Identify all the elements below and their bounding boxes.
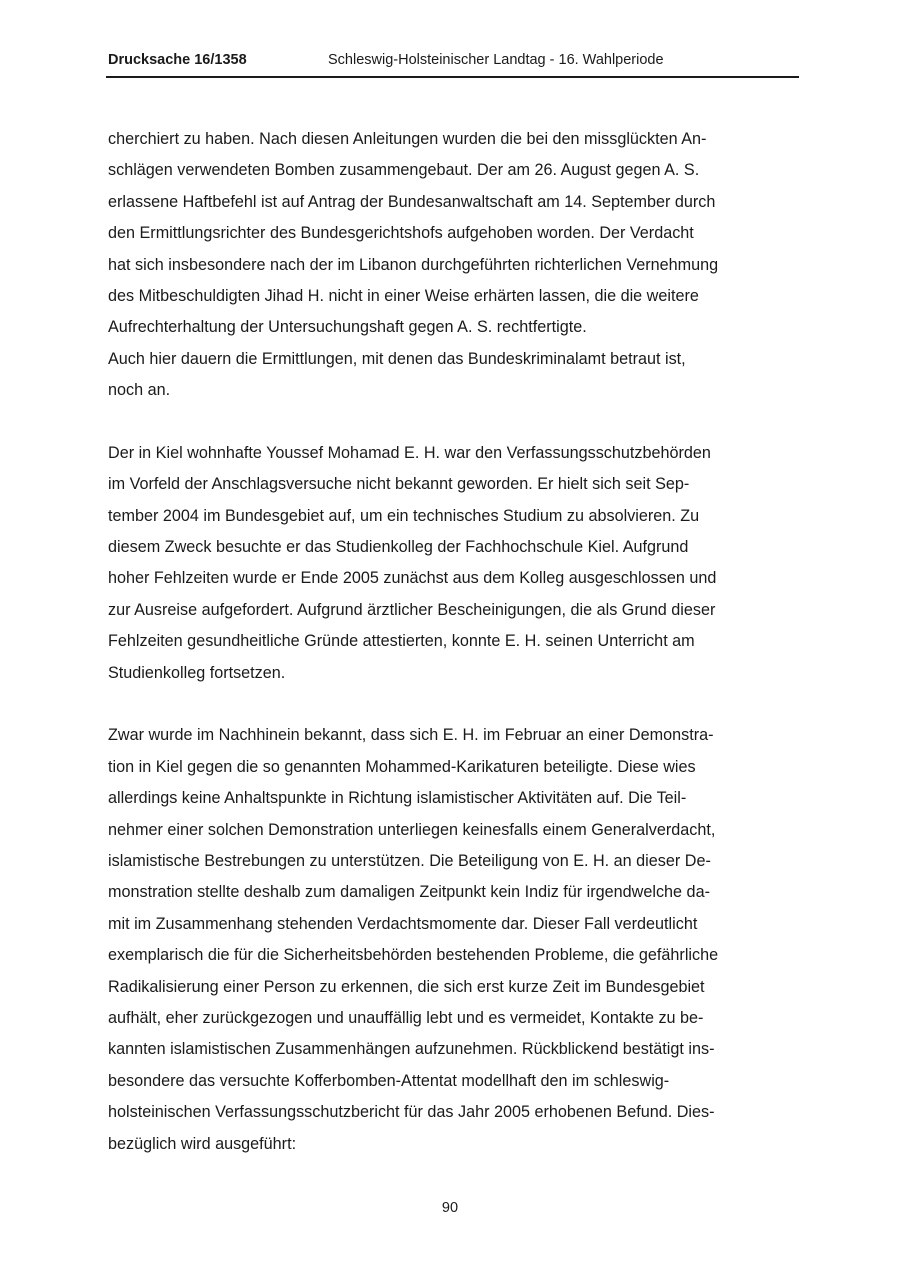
text-line: erlassene Haftbefehl ist auf Antrag der Bundesanwaltschaft am 14. September durch <box>108 192 716 211</box>
text-line: besondere das versuchte Kofferbomben-Attentat modellhaft den im schleswig- <box>108 1071 670 1090</box>
text-line: hoher Fehlzeiten wurde er Ende 2005 zunächst aus dem Kolleg ausgeschlossen und <box>108 569 717 588</box>
text-line: monstration stellte deshalb zum damaligen Zeitpunkt kein Indiz für irgendwelche da- <box>108 883 710 902</box>
text-line: im Vorfeld der Anschlagsversuche nicht bekannt geworden. Er hielt sich seit Sep- <box>108 475 690 494</box>
paragraph <box>108 124 794 407</box>
text-line: aufhält, eher zurückgezogen und unauffällig lebt und es vermeidet, Kontakte zu be- <box>108 1008 704 1027</box>
text-line: tion in Kiel gegen die so genannten Mohammed-Karikaturen beteiligte. Diese wies <box>108 757 696 776</box>
text-line: holsteinischen Verfassungsschutzbericht für das Jahr 2005 erhobenen Befund. Dies- <box>108 1103 715 1122</box>
text-line: Radikalisierung einer Person zu erkennen, die sich erst kurze Zeit im Bundesgebiet <box>108 977 705 996</box>
text-line: cherchiert zu haben. Nach diesen Anleitungen wurden die bei den missglückten An- <box>108 130 707 148</box>
text-line: mit im Zusammenhang stehenden Verdachtsmomente dar. Dieser Fall verdeutlicht <box>108 914 698 933</box>
paragraph-gap <box>108 689 794 720</box>
text-line: Aufrechterhaltung der Untersuchungshaft gegen A. S. rechtfertigte. <box>108 318 587 337</box>
document-number: Drucksache 16/1358 <box>108 52 247 68</box>
text-line: allerdings keine Anhaltspunkte in Richtung islamistischer Aktivitäten auf. Die Teil- <box>108 789 687 808</box>
paragraph <box>108 438 794 689</box>
text-line: kannten islamistischen Zusammenhängen aufzunehmen. Rückblickend bestätigt ins- <box>108 1040 715 1059</box>
text-line: Der in Kiel wohnhafte Youssef Mohamad E. H. war den Verfassungsschutzbehörden <box>108 443 711 462</box>
paragraph <box>108 720 794 1159</box>
text-line: des Mitbeschuldigten Jihad H. nicht in einer Weise erhärten lassen, die die weitere <box>108 286 699 305</box>
text-line: Fehlzeiten gesundheitliche Gründe attestierten, konnte E. H. seinen Unterricht am <box>108 632 695 651</box>
text-line: diesem Zweck besuchte er das Studienkolleg der Fachhochschule Kiel. Aufgrund <box>108 538 689 557</box>
text-line: schlägen verwendeten Bomben zusammengebaut. Der am 26. August gegen A. S. <box>108 161 700 180</box>
text-line: noch an. <box>108 381 171 400</box>
document-body <box>108 124 794 1160</box>
text-line: Zwar wurde im Nachhinein bekannt, dass sich E. H. im Februar an einer Demonstra- <box>108 726 714 745</box>
text-line: nehmer einer solchen Demonstration unterliegen keinesfalls einem Generalverdacht, <box>108 820 716 839</box>
text-line: hat sich insbesondere nach der im Libanon durchgeführten richterlichen Vernehmung <box>108 255 719 274</box>
text-line: zur Ausreise aufgefordert. Aufgrund ärztlicher Bescheinigungen, die als Grund dieser <box>108 600 716 619</box>
text-line: den Ermittlungsrichter des Bundesgerichtshofs aufgehoben worden. Der Verdacht <box>108 224 694 243</box>
text-line: exemplarisch die für die Sicherheitsbehörden bestehenden Probleme, die gefährliche <box>108 946 719 965</box>
page-number: 90 <box>441 1200 459 1216</box>
text-line: Studienkolleg fortsetzen. <box>108 663 286 682</box>
text-line: tember 2004 im Bundesgebiet auf, um ein technisches Studium zu absolvieren. Zu <box>108 506 700 525</box>
page-header <box>106 52 799 78</box>
text-line: bezüglich wird ausgeführt: <box>108 1134 297 1153</box>
paragraph-gap <box>108 407 794 438</box>
text-line: Auch hier dauern die Ermittlungen, mit denen das Bundeskriminalamt betraut ist, <box>108 349 686 368</box>
header-title: Schleswig-Holsteinischer Landtag - 16. Wahlperiode <box>328 52 664 68</box>
text-line: islamistische Bestrebungen zu unterstützen. Die Beteiligung von E. H. an dieser De- <box>108 851 711 870</box>
